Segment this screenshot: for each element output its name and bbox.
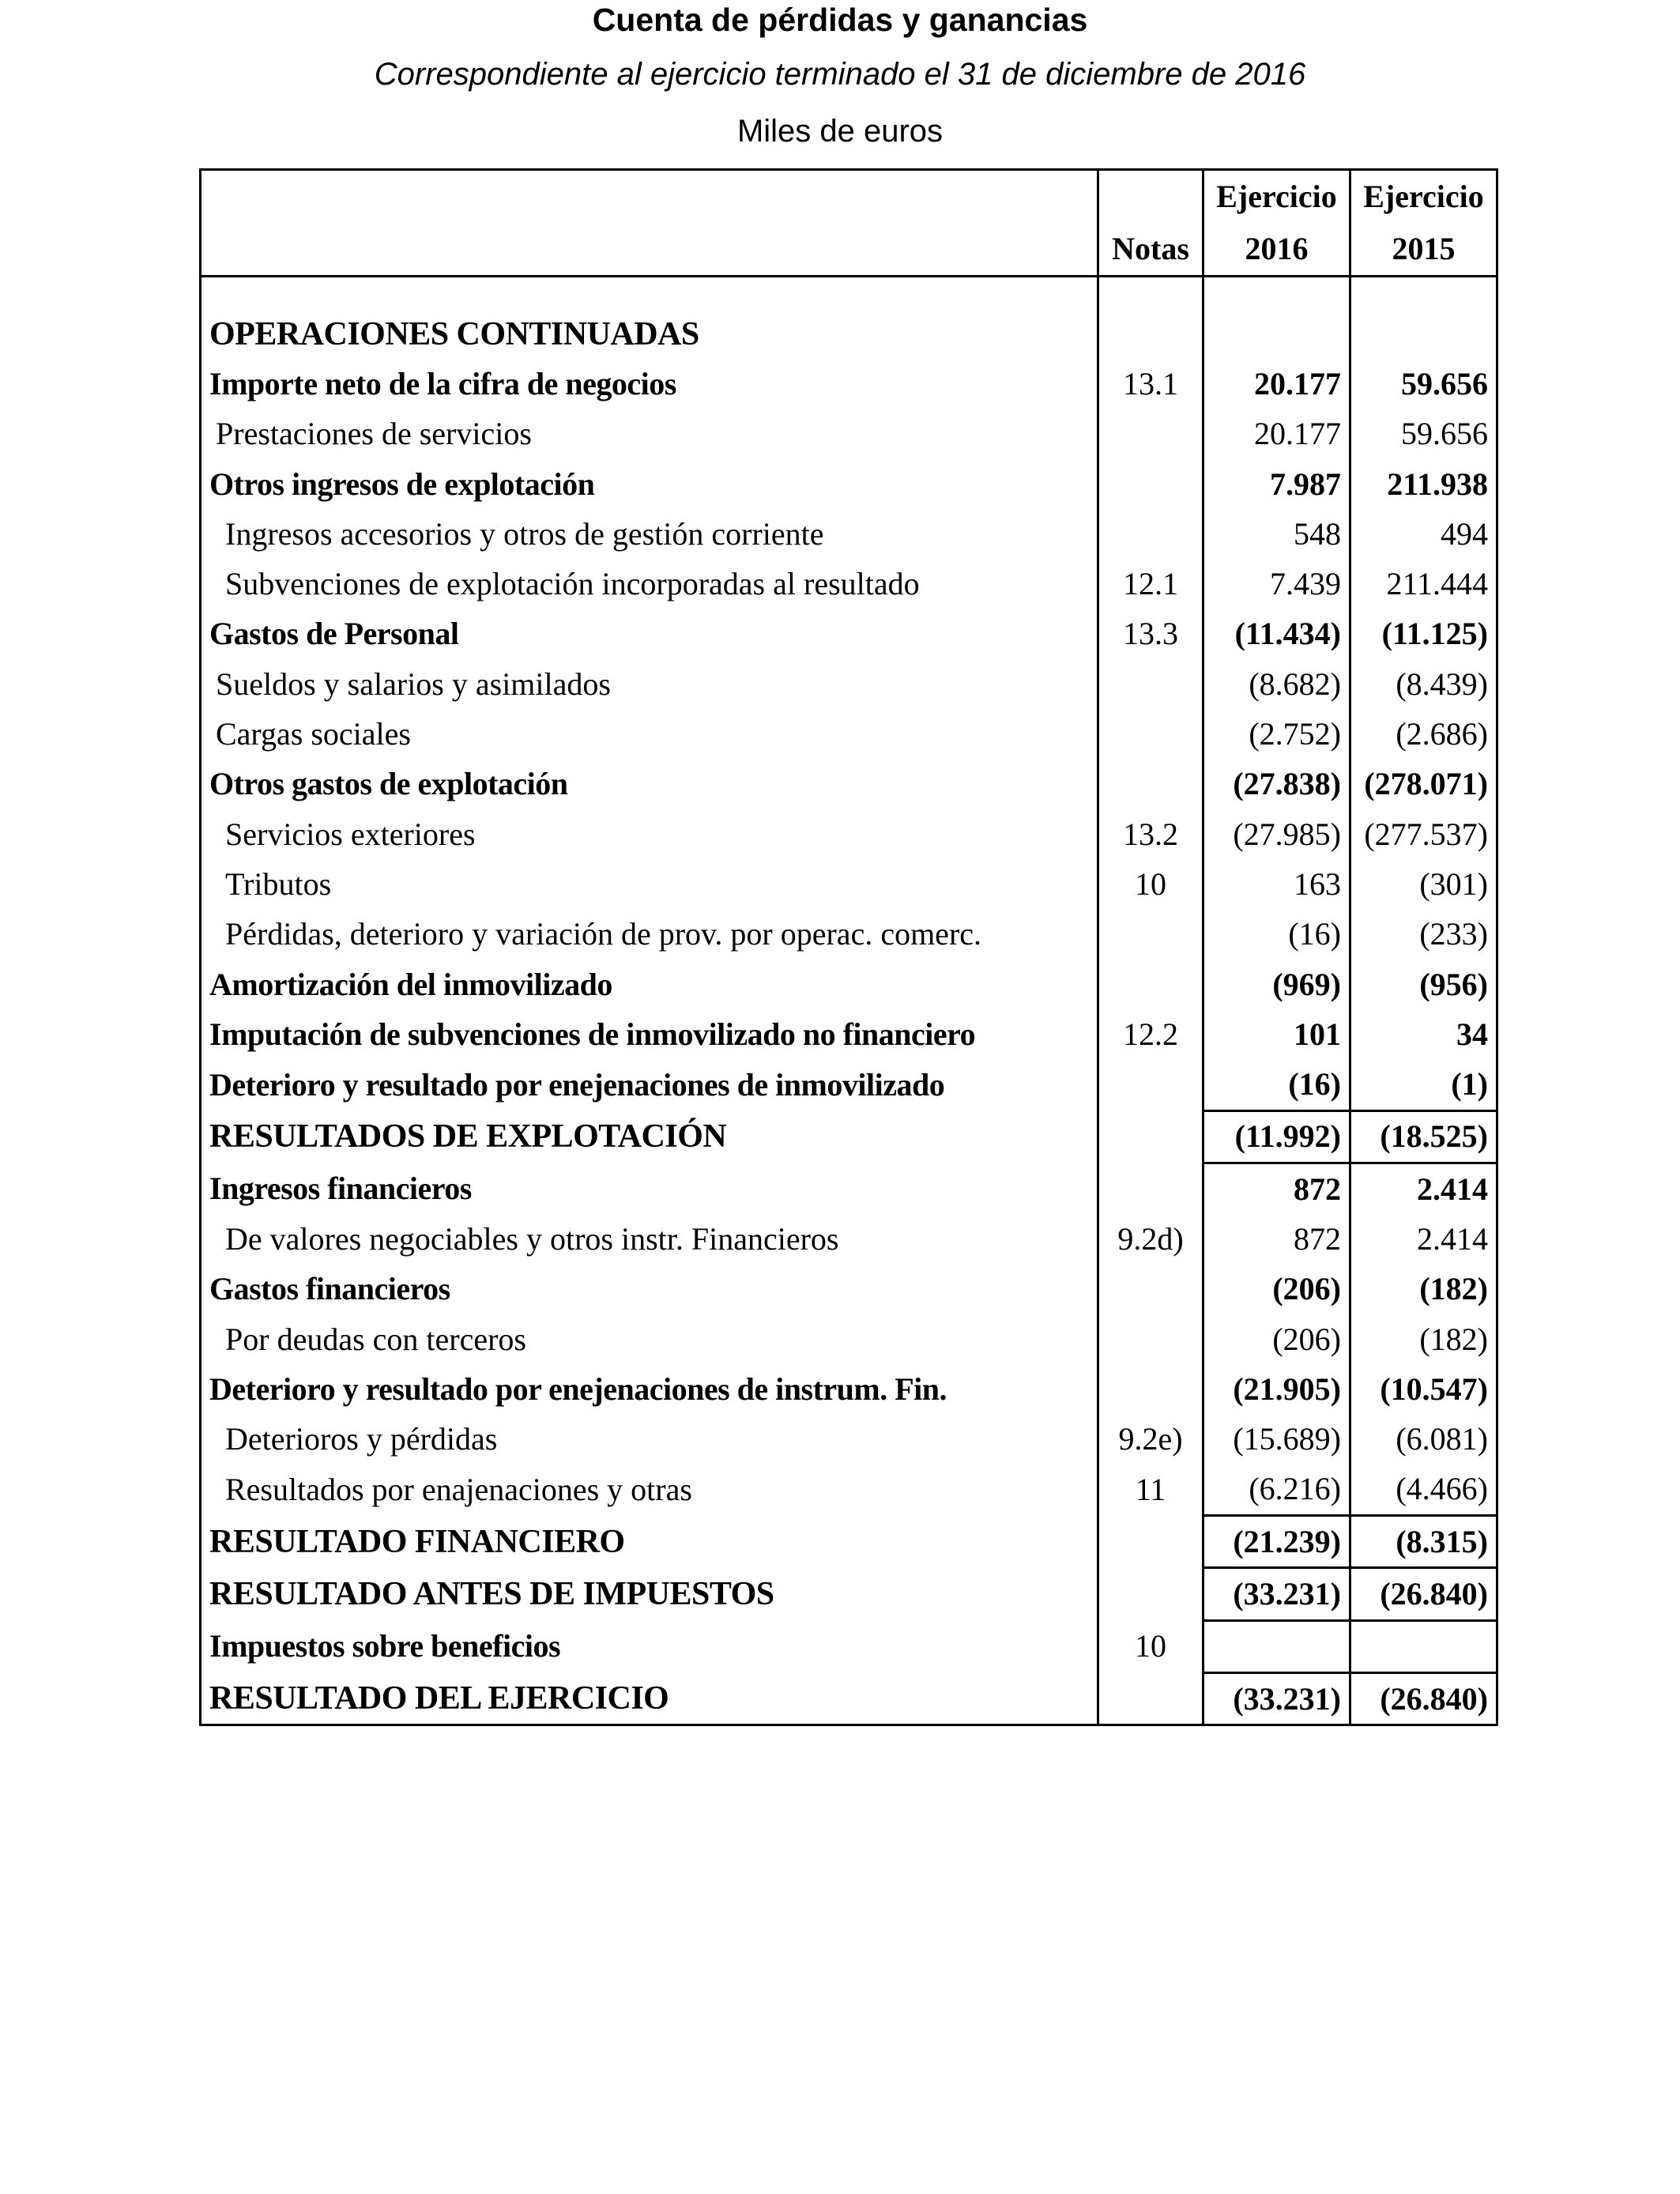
row-note: 13.3 — [1098, 609, 1203, 659]
row-note: 9.2e) — [1098, 1415, 1203, 1465]
table-row — [201, 809, 1497, 859]
row-note: 13.1 — [1098, 359, 1203, 409]
row-label: RESULTADO DEL EJERCICIO — [201, 1673, 1098, 1725]
row-value-2015: 34 — [1456, 1016, 1488, 1052]
header-row-2 — [201, 223, 1497, 277]
table-row — [201, 760, 1497, 809]
row-note — [1098, 459, 1203, 509]
row-value-2015: 59.656 — [1401, 365, 1488, 401]
table-row — [201, 609, 1497, 659]
row-label: Gastos de Personal — [201, 609, 1098, 659]
row-note: 12.2 — [1098, 1009, 1203, 1059]
row-value-2016: (11.992) — [1203, 1110, 1350, 1163]
row-label: Por deudas con terceros — [201, 1314, 1098, 1364]
row-note — [1098, 959, 1203, 1009]
row-value-2016: (16) — [1203, 910, 1350, 959]
row-note: 9.2d) — [1098, 1214, 1203, 1264]
row-note — [1098, 309, 1203, 359]
table-row — [201, 1163, 1497, 1215]
row-note — [1098, 1265, 1203, 1314]
row-value-2016: 20.177 — [1203, 409, 1350, 459]
spacer-cell — [1203, 277, 1350, 310]
row-value-2015: 2.414 — [1417, 1220, 1488, 1257]
spacer-cell — [201, 277, 1098, 310]
row-value-2015: (301) — [1419, 865, 1488, 902]
row-value-2015: 2.414 — [1350, 1163, 1497, 1215]
row-value-2015: (26.840) — [1350, 1673, 1497, 1725]
table-row — [201, 509, 1497, 559]
row-note — [1098, 760, 1203, 809]
row-value-2015: 211.938 — [1387, 466, 1488, 502]
row-value-2016: (969) — [1203, 959, 1350, 1009]
row-value-2015 — [1350, 1620, 1497, 1672]
row-value-2015: (4.466) — [1396, 1471, 1488, 1507]
row-value-2015: (8.439) — [1396, 665, 1488, 702]
row-note — [1098, 1163, 1203, 1215]
row-value-2016: 20.177 — [1203, 359, 1350, 409]
row-label: Ingresos financieros — [201, 1163, 1098, 1215]
row-label: Imputación de subvenciones de inmovilizado no financiero — [201, 1009, 1098, 1059]
table-row — [201, 1673, 1497, 1725]
row-value-2016: (33.231) — [1203, 1568, 1350, 1620]
row-value-2015: (277.537) — [1364, 816, 1488, 852]
row-value-2016 — [1203, 309, 1350, 359]
row-value-2015: (11.125) — [1381, 616, 1488, 652]
table-row — [201, 1009, 1497, 1059]
row-label: Resultados por enajenaciones y otras — [201, 1465, 1098, 1516]
row-value-2015: 494 — [1441, 515, 1488, 552]
row-value-2016: (11.434) — [1203, 609, 1350, 659]
row-label: Impuestos sobre beneficios — [201, 1620, 1098, 1672]
row-label: RESULTADO FINANCIERO — [201, 1516, 1098, 1568]
table-row — [201, 1516, 1497, 1568]
row-value-2016: 163 — [1203, 859, 1350, 909]
table-row — [201, 1465, 1497, 1516]
row-label: Deterioro y resultado por enejenaciones de instrum. Fin. — [201, 1364, 1098, 1414]
row-value-2016: (2.752) — [1203, 709, 1350, 759]
header-year1: 2016 — [1203, 223, 1350, 277]
row-note — [1098, 1673, 1203, 1725]
row-label: Pérdidas, deterioro y variación de prov. por operac. comerc. — [201, 910, 1098, 959]
row-note — [1098, 1314, 1203, 1364]
row-label: Servicios exteriores — [201, 809, 1098, 859]
row-label: Gastos financieros — [201, 1265, 1098, 1314]
table-row — [201, 1415, 1497, 1465]
row-note — [1098, 659, 1203, 709]
row-label: Ingresos accesorios y otros de gestión corriente — [201, 509, 1098, 559]
row-value-2015: (956) — [1419, 966, 1488, 1002]
table-row — [201, 409, 1497, 459]
row-note: 12.1 — [1098, 559, 1203, 609]
spacer-cell — [1098, 277, 1203, 310]
header-year1-label: Ejercicio — [1203, 170, 1350, 224]
row-label: Subvenciones de explotación incorporadas al resultado — [201, 559, 1098, 609]
document-title: Cuenta de pérdidas y ganancias — [592, 2, 1088, 38]
row-value-2016: (21.239) — [1203, 1516, 1350, 1568]
row-value-2016: (27.838) — [1203, 760, 1350, 809]
table-row — [201, 1059, 1497, 1110]
row-note — [1098, 709, 1203, 759]
table-row — [201, 309, 1497, 359]
row-value-2015: (1) — [1451, 1066, 1488, 1103]
table-row — [201, 1110, 1497, 1163]
header-year2: 2015 — [1350, 223, 1497, 277]
row-value-2016: (15.689) — [1203, 1415, 1350, 1465]
row-note: 10 — [1098, 1620, 1203, 1672]
row-value-2015: (10.547) — [1380, 1370, 1488, 1407]
row-value-2016: (206) — [1203, 1314, 1350, 1364]
row-value-2015: (278.071) — [1364, 766, 1488, 802]
row-label: RESULTADOS DE EXPLOTACIÓN — [201, 1110, 1098, 1163]
row-value-2016: 7.439 — [1203, 559, 1350, 609]
row-value-2015: (233) — [1419, 916, 1488, 952]
row-value-2016: 548 — [1203, 509, 1350, 559]
row-label: Deterioros y pérdidas — [201, 1415, 1098, 1465]
row-label: OPERACIONES CONTINUADAS — [201, 309, 1098, 359]
row-label: Importe neto de la cifra de negocios — [201, 359, 1098, 409]
row-label: Prestaciones de servicios — [201, 409, 1098, 459]
income-statement-table — [199, 168, 1498, 1726]
row-value-2015: (182) — [1419, 1321, 1488, 1357]
row-value-2016: (21.905) — [1203, 1364, 1350, 1414]
row-note — [1098, 1568, 1203, 1620]
table-row — [201, 1568, 1497, 1620]
row-value-2015: (26.840) — [1350, 1568, 1497, 1620]
row-value-2015: (2.686) — [1396, 716, 1488, 752]
row-value-2015: 211.444 — [1386, 566, 1488, 602]
table-row — [201, 1265, 1497, 1314]
row-value-2016: 872 — [1203, 1214, 1350, 1264]
table-row — [201, 859, 1497, 909]
row-value-2015: 59.656 — [1401, 416, 1488, 452]
row-value-2016: (16) — [1203, 1059, 1350, 1110]
header-notes-blank — [1098, 170, 1203, 224]
table-row — [201, 1620, 1497, 1672]
table-row — [201, 1314, 1497, 1364]
row-value-2016: (8.682) — [1203, 659, 1350, 709]
header-notes: Notas — [1098, 223, 1203, 277]
table-row — [201, 1214, 1497, 1264]
row-note — [1098, 409, 1203, 459]
row-value-2015: (182) — [1419, 1271, 1488, 1307]
table-row — [201, 459, 1497, 509]
table-row — [201, 709, 1497, 759]
row-label: De valores negociables y otros instr. Financieros — [201, 1214, 1098, 1264]
row-value-2016: (6.216) — [1203, 1465, 1350, 1516]
spacer-cell — [1350, 277, 1497, 310]
row-value-2016: 101 — [1203, 1009, 1350, 1059]
header-row-1 — [201, 170, 1497, 224]
row-note: 11 — [1098, 1465, 1203, 1516]
row-label: Cargas sociales — [201, 709, 1098, 759]
table-row — [201, 359, 1497, 409]
row-value-2015 — [1350, 309, 1497, 359]
row-value-2016 — [1203, 1620, 1350, 1672]
row-label: Otros ingresos de explotación — [201, 459, 1098, 509]
row-note — [1098, 910, 1203, 959]
row-label: Tributos — [201, 859, 1098, 909]
row-value-2015: (8.315) — [1350, 1516, 1497, 1568]
row-value-2016: (206) — [1203, 1265, 1350, 1314]
row-value-2015: (18.525) — [1350, 1110, 1497, 1163]
row-label: Deterioro y resultado por enejenaciones de inmovilizado — [201, 1059, 1098, 1110]
row-note — [1098, 1059, 1203, 1110]
row-note: 13.2 — [1098, 809, 1203, 859]
document-subtitle: Correspondiente al ejercicio terminado el 31 de diciembre de 2016 — [374, 57, 1306, 92]
row-note: 10 — [1098, 859, 1203, 909]
table-row — [201, 959, 1497, 1009]
row-note — [1098, 1364, 1203, 1414]
table-row — [201, 1364, 1497, 1414]
header-year2-label: Ejercicio — [1363, 179, 1484, 214]
row-note — [1098, 509, 1203, 559]
header-blank — [201, 170, 1098, 224]
table-row — [201, 910, 1497, 959]
row-value-2016: (33.231) — [1203, 1673, 1350, 1725]
row-label: RESULTADO ANTES DE IMPUESTOS — [201, 1568, 1098, 1620]
row-label: Sueldos y salarios y asimilados — [201, 659, 1098, 709]
row-note — [1098, 1110, 1203, 1163]
header-blank-2 — [201, 223, 1098, 277]
spacer-row — [201, 277, 1497, 310]
row-label: Otros gastos de explotación — [201, 760, 1098, 809]
table-row — [201, 659, 1497, 709]
table-row — [201, 559, 1497, 609]
row-value-2016: 872 — [1203, 1163, 1350, 1215]
row-note — [1098, 1516, 1203, 1568]
row-value-2016: 7.987 — [1203, 459, 1350, 509]
row-value-2015: (6.081) — [1396, 1421, 1488, 1457]
row-label: Amortización del inmovilizado — [201, 959, 1098, 1009]
units-label: Miles de euros — [736, 114, 944, 149]
row-value-2016: (27.985) — [1203, 809, 1350, 859]
